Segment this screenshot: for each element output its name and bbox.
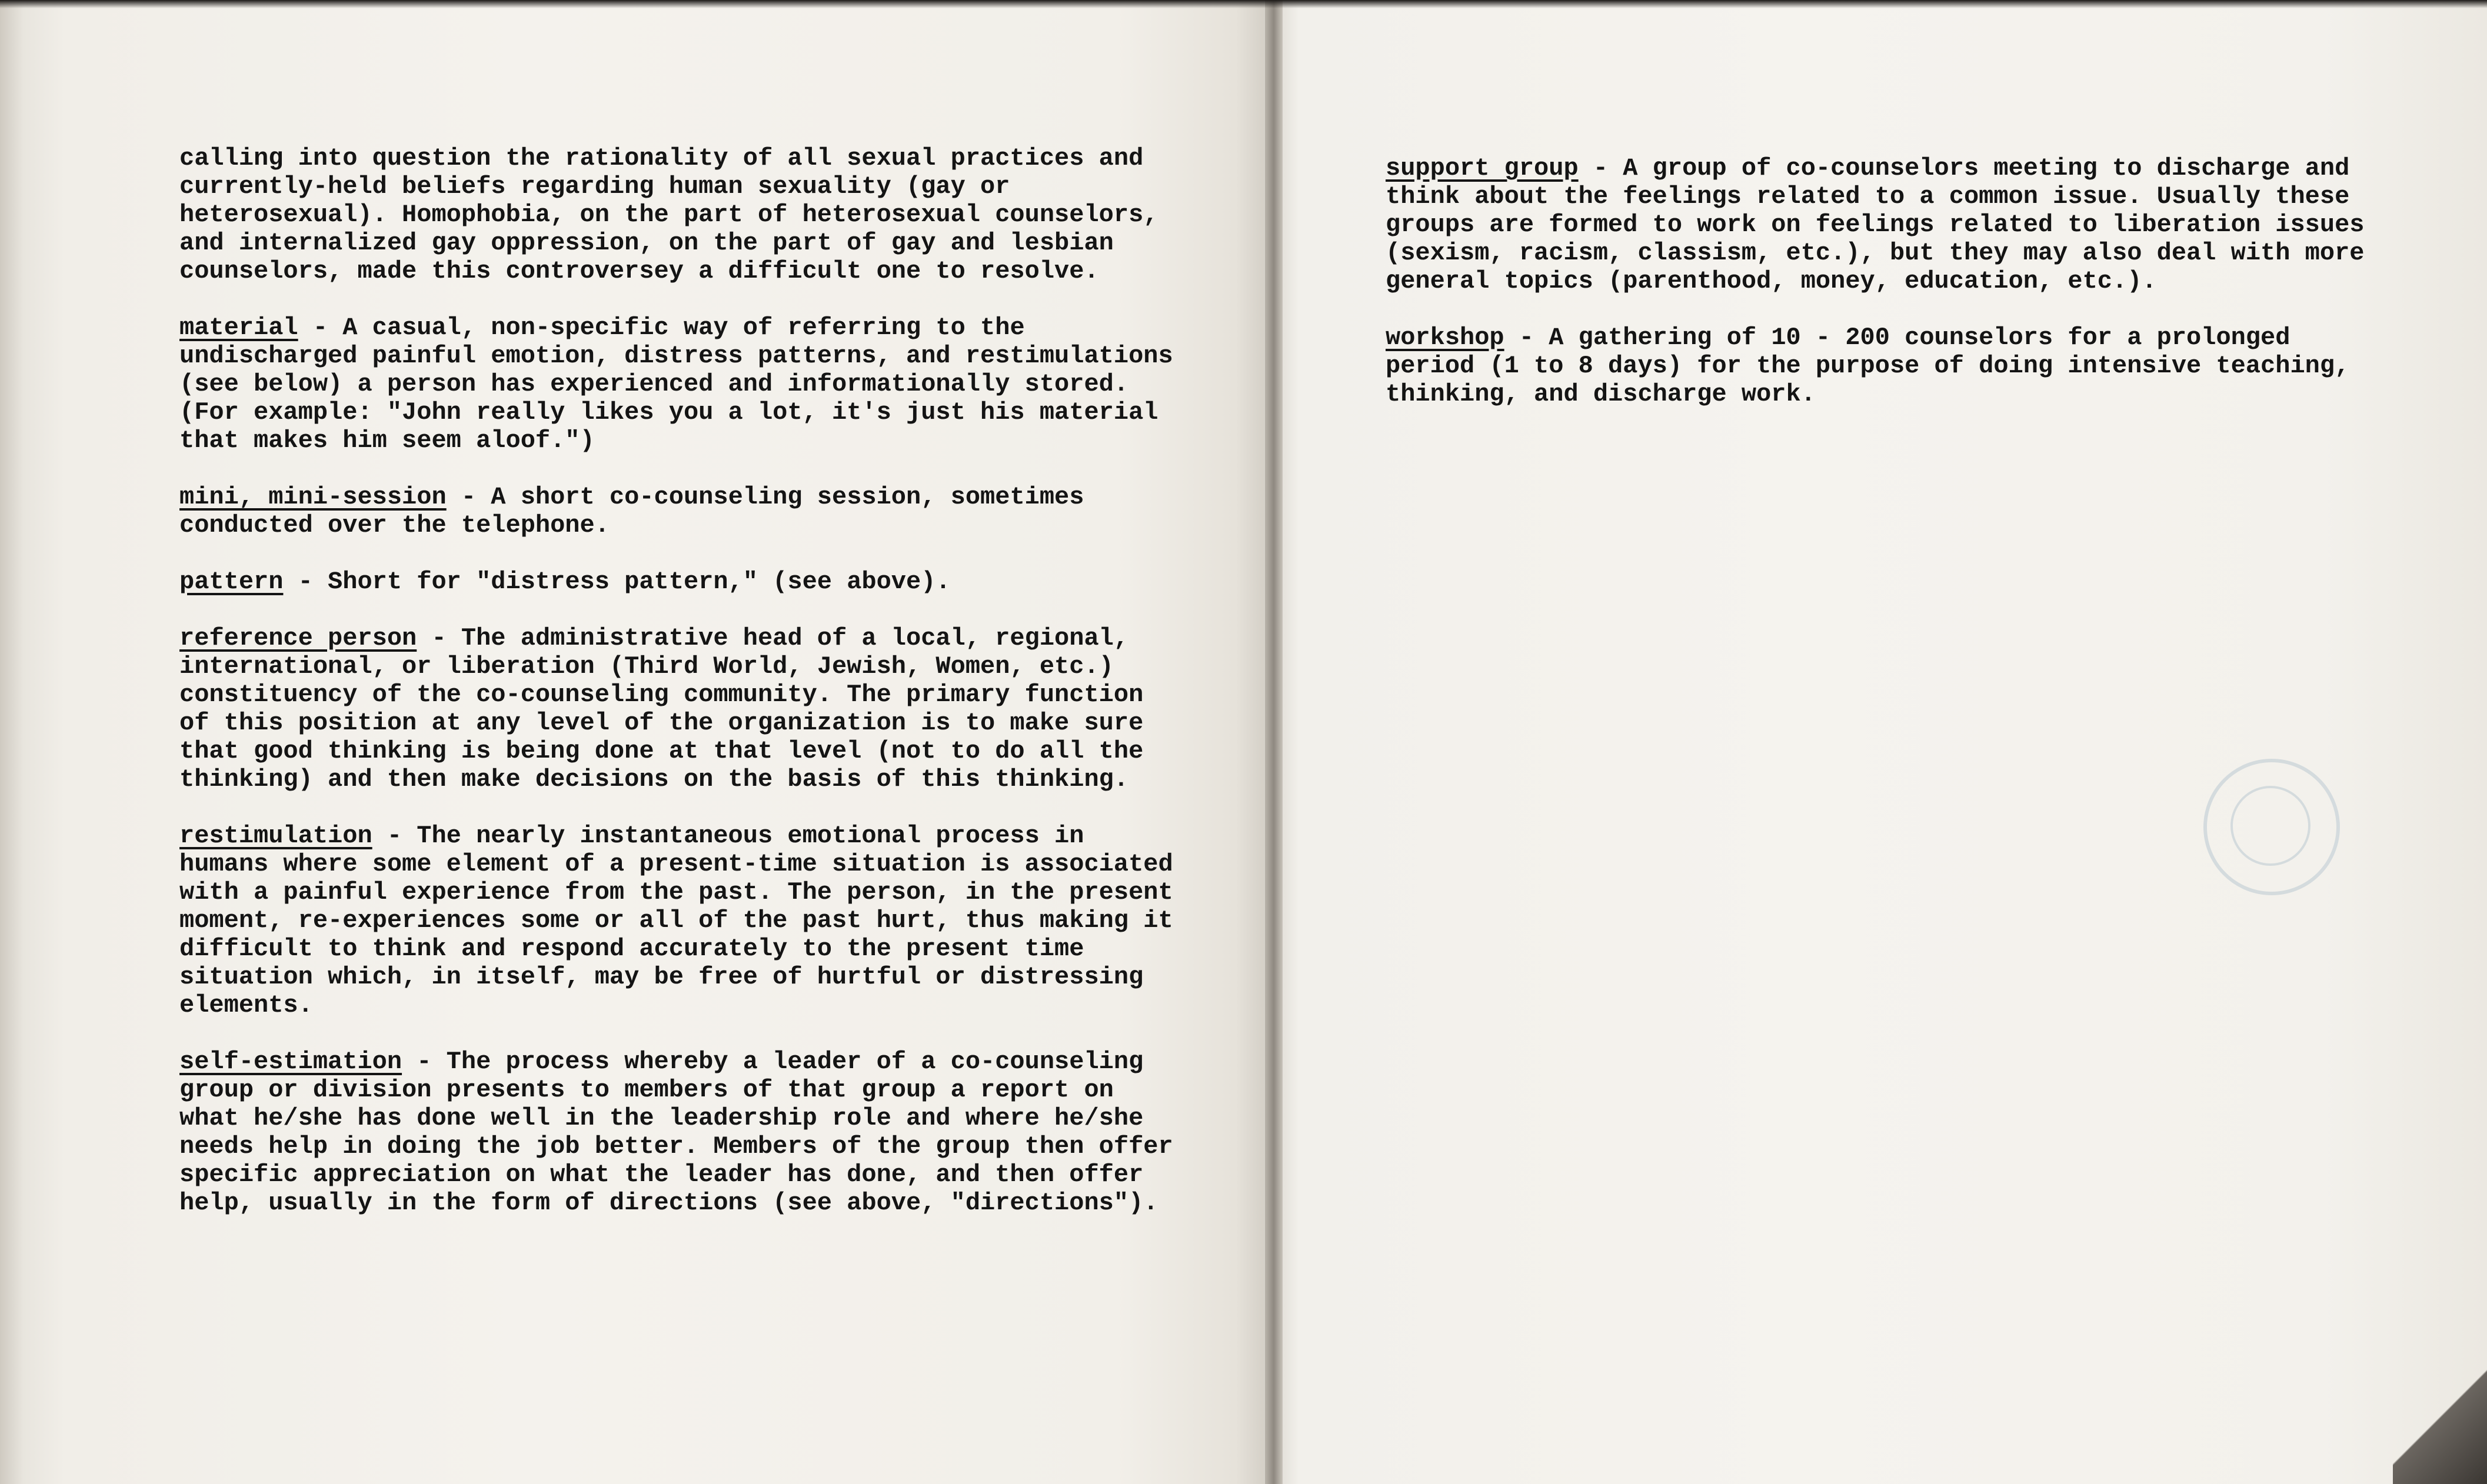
book-spine: [1265, 0, 1283, 1484]
glossary-entry-mini-session: [179, 483, 1180, 539]
entry-term: support group: [1386, 154, 1579, 182]
glossary-entry-reference-person: [179, 624, 1180, 793]
glossary-entry-self-estimation: [179, 1048, 1180, 1217]
glossary-entry-continued: [179, 144, 1180, 285]
entry-term: self-estimation: [179, 1048, 402, 1076]
entry-term: material: [179, 314, 298, 342]
glossary-entry-support-group: [1386, 154, 2374, 295]
right-page-text: [1386, 154, 2374, 436]
page-corner-shadow: [2393, 1349, 2487, 1484]
left-page-text: [179, 144, 1180, 1245]
entry-definition: - Short for "distress pattern," (see above).: [283, 568, 951, 596]
entry-definition: - The nearly instantaneous emotional process in humans where some element of a present-time situation is associated with a painful experience from the past. The person, in the present moment, re-experiences some or all of the past hurt, thus making it difficult to think and respond accurately to the present time situation which, in itself, may be free of hurtful or distressing elements.: [179, 822, 1173, 1019]
bleed-through-seal-icon: [2203, 759, 2340, 895]
glossary-entry-material: [179, 314, 1180, 455]
entry-term: pattern: [179, 568, 284, 596]
glossary-entry-restimulation: [179, 822, 1180, 1019]
entry-definition: - The process whereby a leader of a co-counseling group or division presents to members of that group a report on what he/she has done well in the leadership role and where he/she needs help in doing the job better. Members of the group then offer specific appreciation on what the leader has done, and then offer help, usually in the form of directions (see above, "directions").: [179, 1048, 1173, 1217]
entry-definition: calling into question the rationality of all sexual practices and currently-held beliefs regarding human sexuality (gay or heterosexual). Homophobia, on the part of heterosexual counselors, and internalized gay oppression, on the part of gay and lesbian counselors, made this controversey a difficult one to resolve.: [179, 144, 1158, 285]
entry-definition: - A group of co-counselors meeting to discharge and think about the feelings related to a common issue. Usually these groups are formed to work on feelings related to liberation issues (sexism, racism, classism, etc.), but they may also deal with more general topics (parenthood, money, education, etc.).: [1386, 154, 2365, 295]
entry-term: reference person: [179, 624, 417, 652]
top-shadow: [0, 0, 2487, 8]
entry-term: workshop: [1386, 324, 1504, 352]
glossary-entry-workshop: [1386, 324, 2374, 408]
entry-definition: - A casual, non-specific way of referring to the undischarged painful emotion, distress patterns, and restimulations (see below) a person has experienced and informationally stored. (For example: "John really likes you a lot, it's just his material that makes him seem aloof."): [179, 314, 1173, 455]
entry-definition: - The administrative head of a local, regional, international, or liberation (Third World, Jewish, Women, etc.) constituency of the co-counseling community. The primary function of this position at any level of the organization is to make sure that good thinking is being done at that level (not to do all the thinking) and then make decisions on the basis of this thinking.: [179, 624, 1144, 793]
entry-term: restimulation: [179, 822, 372, 850]
entry-definition: - A short co-counseling session, sometimes conducted over the telephone.: [179, 483, 1084, 539]
entry-term: mini, mini-session: [179, 483, 447, 511]
glossary-entry-pattern: [179, 568, 1180, 596]
entry-definition: - A gathering of 10 - 200 counselors for a prolonged period (1 to 8 days) for the purpose of doing intensive teaching, thinking, and discharge work.: [1386, 324, 2350, 408]
